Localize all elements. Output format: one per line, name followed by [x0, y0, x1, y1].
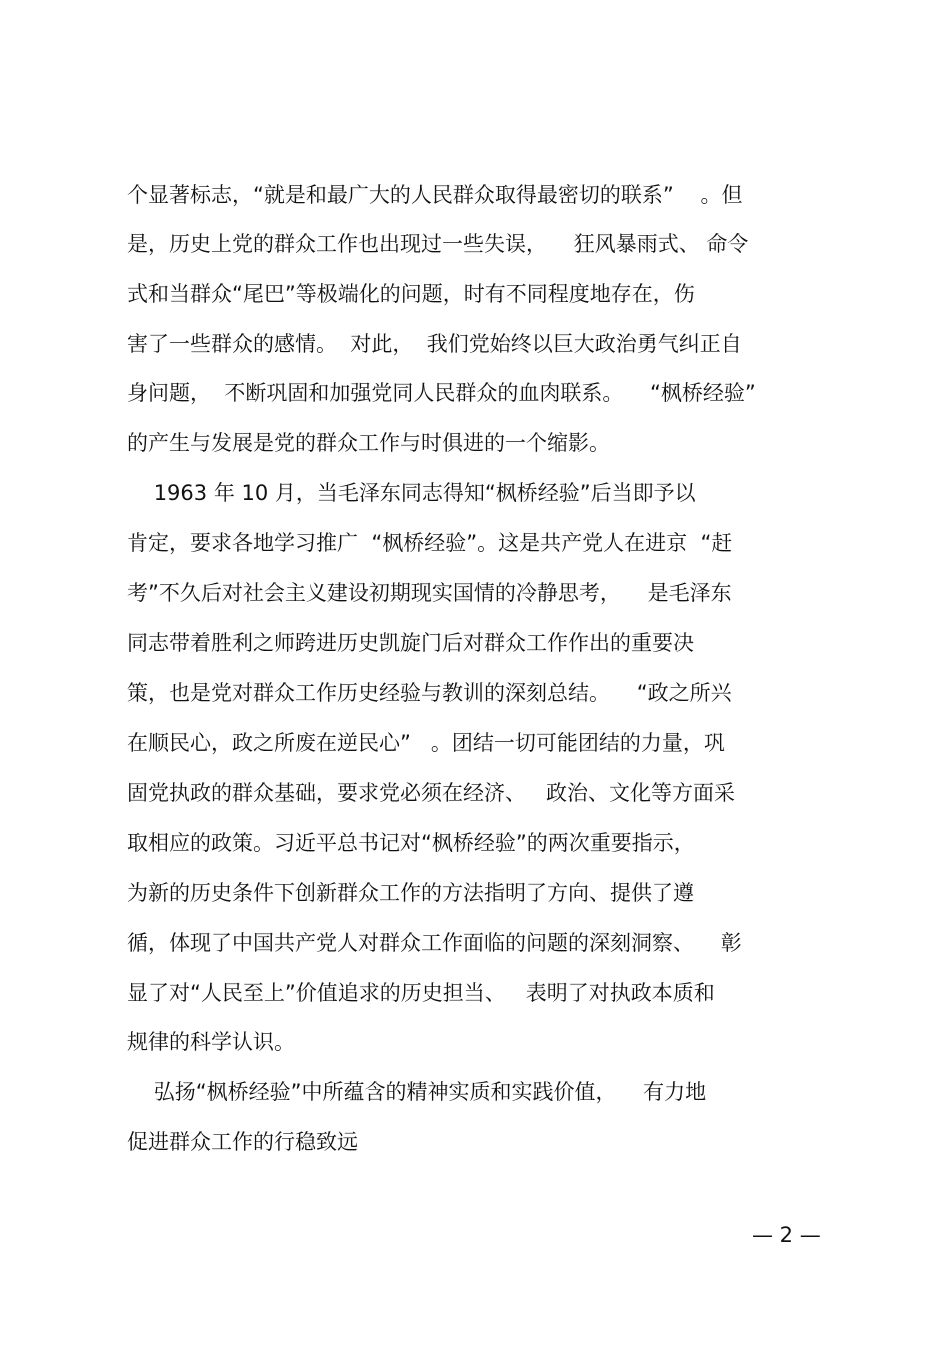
text-line: 身问题， 不断巩固和加强党同人民群众的血肉联系。 “枫桥经验” [127, 381, 756, 405]
text-line: 弘扬“枫桥经验”中所蕴含的精神实质和实践价值， 有力地 [127, 1080, 707, 1104]
text-line: 同志带着胜利之师跨进历史凯旋门后对群众工作作出的重要决 [127, 631, 694, 655]
text-line: 害了一些群众的感情。 对此， 我们党始终以巨大政治勇气纠正自 [127, 332, 742, 356]
text-line: 循，体现了中国共产党人对群众工作面临的问题的深刻洞察、 彰 [127, 931, 742, 955]
text-line: 策，也是党对群众工作历史经验与教训的深刻总结。 “政之所兴 [127, 681, 732, 705]
text-line: 规律的科学认识。 [127, 1030, 295, 1054]
text-line: 显了对“人民至上”价值追求的历史担当、 表明了对执政本质和 [127, 981, 715, 1005]
text-line: 为新的历史条件下创新群众工作的方法指明了方向、提供了遵 [127, 881, 694, 905]
text-line: 考”不久后对社会主义建设初期现实国情的冷静思考， 是毛泽东 [127, 581, 732, 605]
text-line: 的产生与发展是党的群众工作与时俱进的一个缩影。 [127, 431, 610, 455]
text-line: 1963 年 10 月，当毛泽东同志得知“枫桥经验”后当即予以 [127, 481, 696, 505]
text-line: 在顺民心，政之所废在逆民心” 。团结一切可能团结的力量，巩 [127, 731, 725, 755]
text-line: 固党执政的群众基础，要求党必须在经济、 政治、文化等方面采 [127, 781, 736, 805]
text-line: 肯定，要求各地学习推广 “枫桥经验”。这是共产党人在进京 “赶 [127, 531, 733, 555]
text-line: 式和当群众“尾巴”等极端化的问题，时有不同程度地存在，伤 [127, 282, 695, 306]
text-line: 是，历史上党的群众工作也出现过一些失误， 狂风暴雨式、 命令 [127, 232, 749, 256]
page-number: — 2 — [752, 1223, 821, 1247]
text-line: 促进群众工作的行稳致远 [127, 1130, 358, 1154]
text-line: 取相应的政策。习近平总书记对“枫桥经验”的两次重要指示， [127, 831, 695, 855]
text-line: 个显著标志，“就是和最广大的人民群众取得最密切的联系” 。但 [127, 183, 743, 207]
